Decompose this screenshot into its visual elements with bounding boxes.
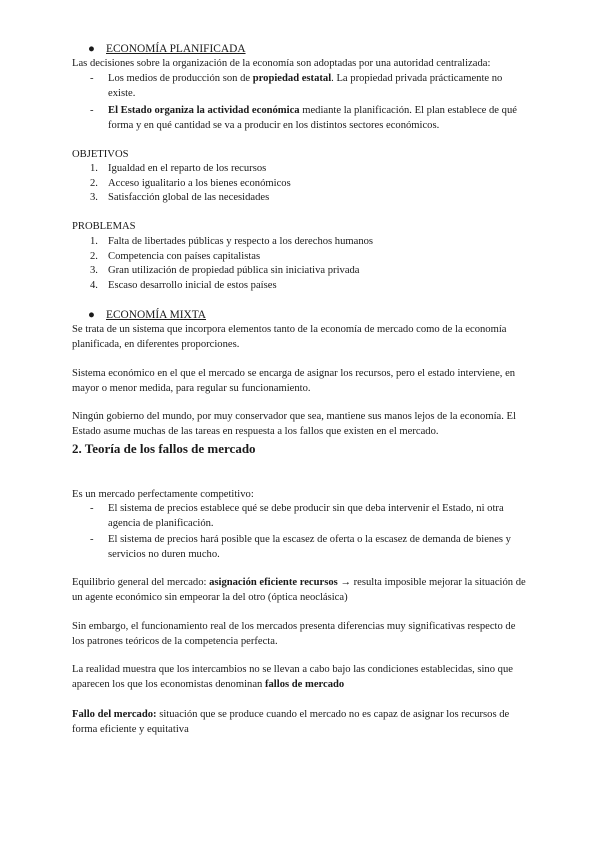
fallos-intro: Es un mercado perfectamente competitivo:: [72, 489, 254, 500]
list-item: 2. Competencia con países capitalistas: [90, 250, 261, 262]
section-heading-fallos: 2. Teoría de los fallos de mercado: [72, 441, 256, 456]
mixta-paragraph-3: Ningún gobierno del mundo, por muy conservador que sea, mantiene sus manos lejos de la economía. El Estado asume muchas de las tareas en respuesta a los fallos que existen en el mercado.: [72, 411, 516, 437]
list-item: - Los medios de producción son de propiedad estatal. La propiedad privada prácticamente no existe.: [90, 73, 503, 99]
sin-embargo-paragraph: Sin embargo, el funcionamiento real de los mercados presenta diferencias muy significativas respecto de los patrones teóricos de la competencia perfecta.: [72, 621, 516, 647]
fallos-bullet-list: [72, 502, 530, 562]
list-item: 3. Satisfacción global de las necesidades: [90, 192, 270, 204]
realidad-paragraph: La realidad muestra que los intercambios no se llevan a cabo bajo las condiciones establecidas, sino que aparecen los que los economistas denominan fallos de mercado: [72, 664, 513, 690]
planificada-intro: Las decisiones sobre la organización de la economía son adoptadas por una autoridad centralizada:: [72, 58, 491, 69]
mixta-paragraph-2: Sistema económico en el que el mercado se encarga de asignar los recursos, pero el estado interviene, en mayor o menor medida, para regular su funcionamiento.: [72, 368, 516, 394]
list-item: - El sistema de precios hará posible que la escasez de oferta o la escasez de demanda de bienes y servicios no duren mucho.: [90, 534, 511, 560]
mixta-paragraph-1: Se trata de un sistema que incorpora elementos tanto de la economía de mercado como de la economía planificada, en diferentes proporciones.: [72, 324, 507, 350]
equilibrio-paragraph: Equilibrio general del mercado: asignación eficiente recursos → resulta imposible mejorar la situación de un agente económico sin empeorar la del otro (óptica neoclásica): [72, 577, 526, 603]
planificada-bullet-list: [72, 72, 530, 133]
list-item: 3. Gran utilización de propiedad pública sin iniciativa privada: [90, 265, 360, 277]
objetivos-label: OBJETIVOS: [72, 149, 129, 160]
definicion-fallo-paragraph: Fallo del mercado: situación que se produce cuando el mercado no es capaz de asignar los recursos de forma eficiente y equitativa: [72, 709, 510, 735]
list-item: 4. Escaso desarrollo inicial de estos países: [90, 279, 277, 291]
objetivos-list: [72, 162, 530, 206]
problemas-label: PROBLEMAS: [72, 221, 136, 232]
list-item: 2. Acceso igualitario a los bienes económicos: [90, 177, 291, 189]
list-item: - El Estado organiza la actividad económica mediante la planificación. El plan establece de qué forma y en qué cantidad se va a producir en los distintos sectores económicos.: [90, 105, 517, 131]
section-heading-mixta: ● ECONOMÍA MIXTA: [88, 309, 207, 321]
list-item: 1. Falta de libertades públicas y respecto a los derechos humanos: [90, 236, 374, 247]
bullet-marker: ●: [88, 43, 95, 55]
list-item: 1. Igualdad en el reparto de los recursos: [90, 163, 267, 174]
problemas-list: [72, 235, 530, 293]
list-item: - El sistema de precios establece qué se debe producir sin que deba intervenir el Estado, ni otra agencia de planificación.: [90, 503, 504, 529]
section-heading-planificada: ● ECONOMÍA PLANIFICADA: [88, 43, 246, 55]
bullet-marker: ●: [88, 309, 95, 321]
